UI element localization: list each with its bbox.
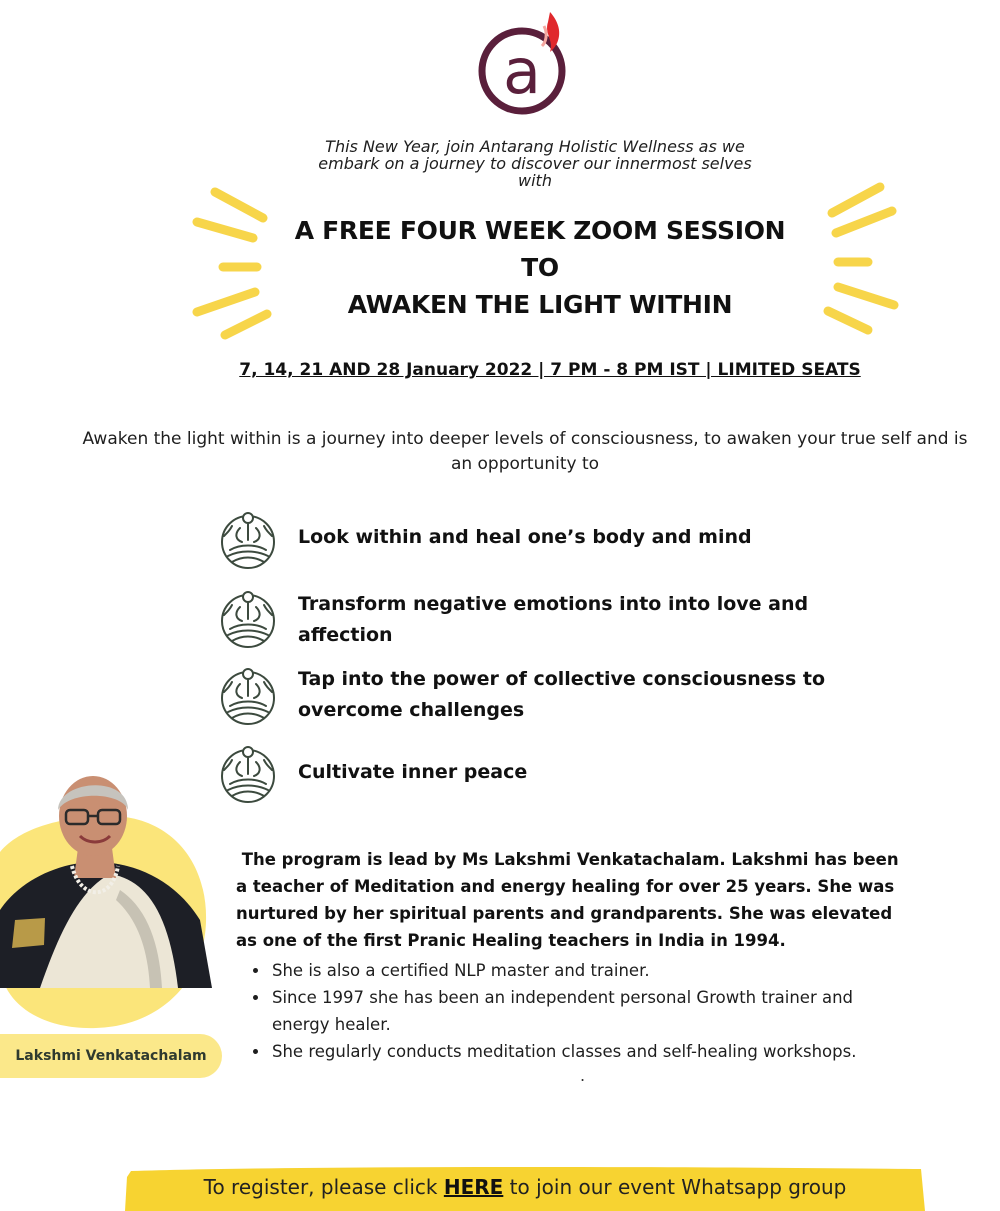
description [60,427,990,477]
svg-text:a: a [503,35,541,108]
intro-line: with [518,171,552,190]
highlight-item [270,1038,960,1065]
cta-text [125,1169,925,1205]
bio-line: a teacher of Meditation and energy healing for over 25 years. She was [236,877,895,896]
teacher-highlights [248,957,960,1065]
benefit-line: Tap into the power of collective consciousness to [298,668,826,690]
highlight-line: She is also a certified NLP master and trainer. [272,961,650,980]
trailing-dot: . [580,1066,586,1085]
intro-text [280,138,790,189]
register-link[interactable]: HERE [443,1175,504,1199]
event-dates: 7, 14, 21 AND 28 January 2022 | 7 PM - 8 PM IST | LIMITED SEATS [239,360,861,380]
highlight-item [270,957,960,984]
bio-line: as one of the first Pranic Healing teachers in India in 1994. [236,931,786,950]
benefit-line: Transform negative emotions into into love and affection [298,593,809,646]
benefit-text [298,522,908,553]
benefit-item [218,587,908,651]
benefit-line: Cultivate inner peace [298,761,528,783]
headline-line: TO [521,253,559,282]
benefit-item [218,742,908,804]
intro-line: embark on a journey to discover our innermost selves [318,154,752,173]
headline-line: A FREE FOUR WEEK ZOOM SESSION [294,216,786,245]
intro-line: This New Year, join Antarang Holistic Wellness as we [325,137,745,156]
teacher-portrait [0,770,215,988]
meditation-icon [218,587,278,649]
benefit-text [298,664,908,726]
benefit-text [298,589,908,651]
benefit-line: Look within and heal one’s body and mind [298,526,752,548]
highlight-line: She regularly conducts meditation classes and self-healing workshops. [272,1042,857,1061]
benefit-line: overcome challenges [298,699,525,721]
headline-line: AWAKEN THE LIGHT WITHIN [347,290,733,319]
benefit-item [218,664,908,726]
cta-after: to join our event Whatsapp group [503,1175,847,1199]
cta-before: To register, please click [203,1175,444,1199]
meditation-icon [218,664,278,726]
highlight-item [270,984,960,1038]
teacher-bio [236,846,956,954]
bio-line: nurtured by her spiritual parents and grandparents. She was elevated [236,904,893,923]
highlight-line: energy healer. [272,1015,391,1034]
description-line: an opportunity to [450,454,600,474]
benefit-item [218,508,908,570]
meditation-icon [218,742,278,804]
teacher-name-badge: Lakshmi Venkatachalam [0,1034,222,1078]
description-line: Awaken the light within is a journey into deeper levels of consciousness, to awaken your true self and is [82,429,968,449]
antarang-logo-icon [474,8,574,118]
benefit-text [298,757,908,788]
headline [250,212,830,323]
bio-line: The program is lead by Ms Lakshmi Venkatachalam. Lakshmi has been [236,850,899,869]
highlight-line: • Since 1997 she has been an independent personal Growth trainer and [272,988,854,1007]
meditation-icon [218,508,278,570]
